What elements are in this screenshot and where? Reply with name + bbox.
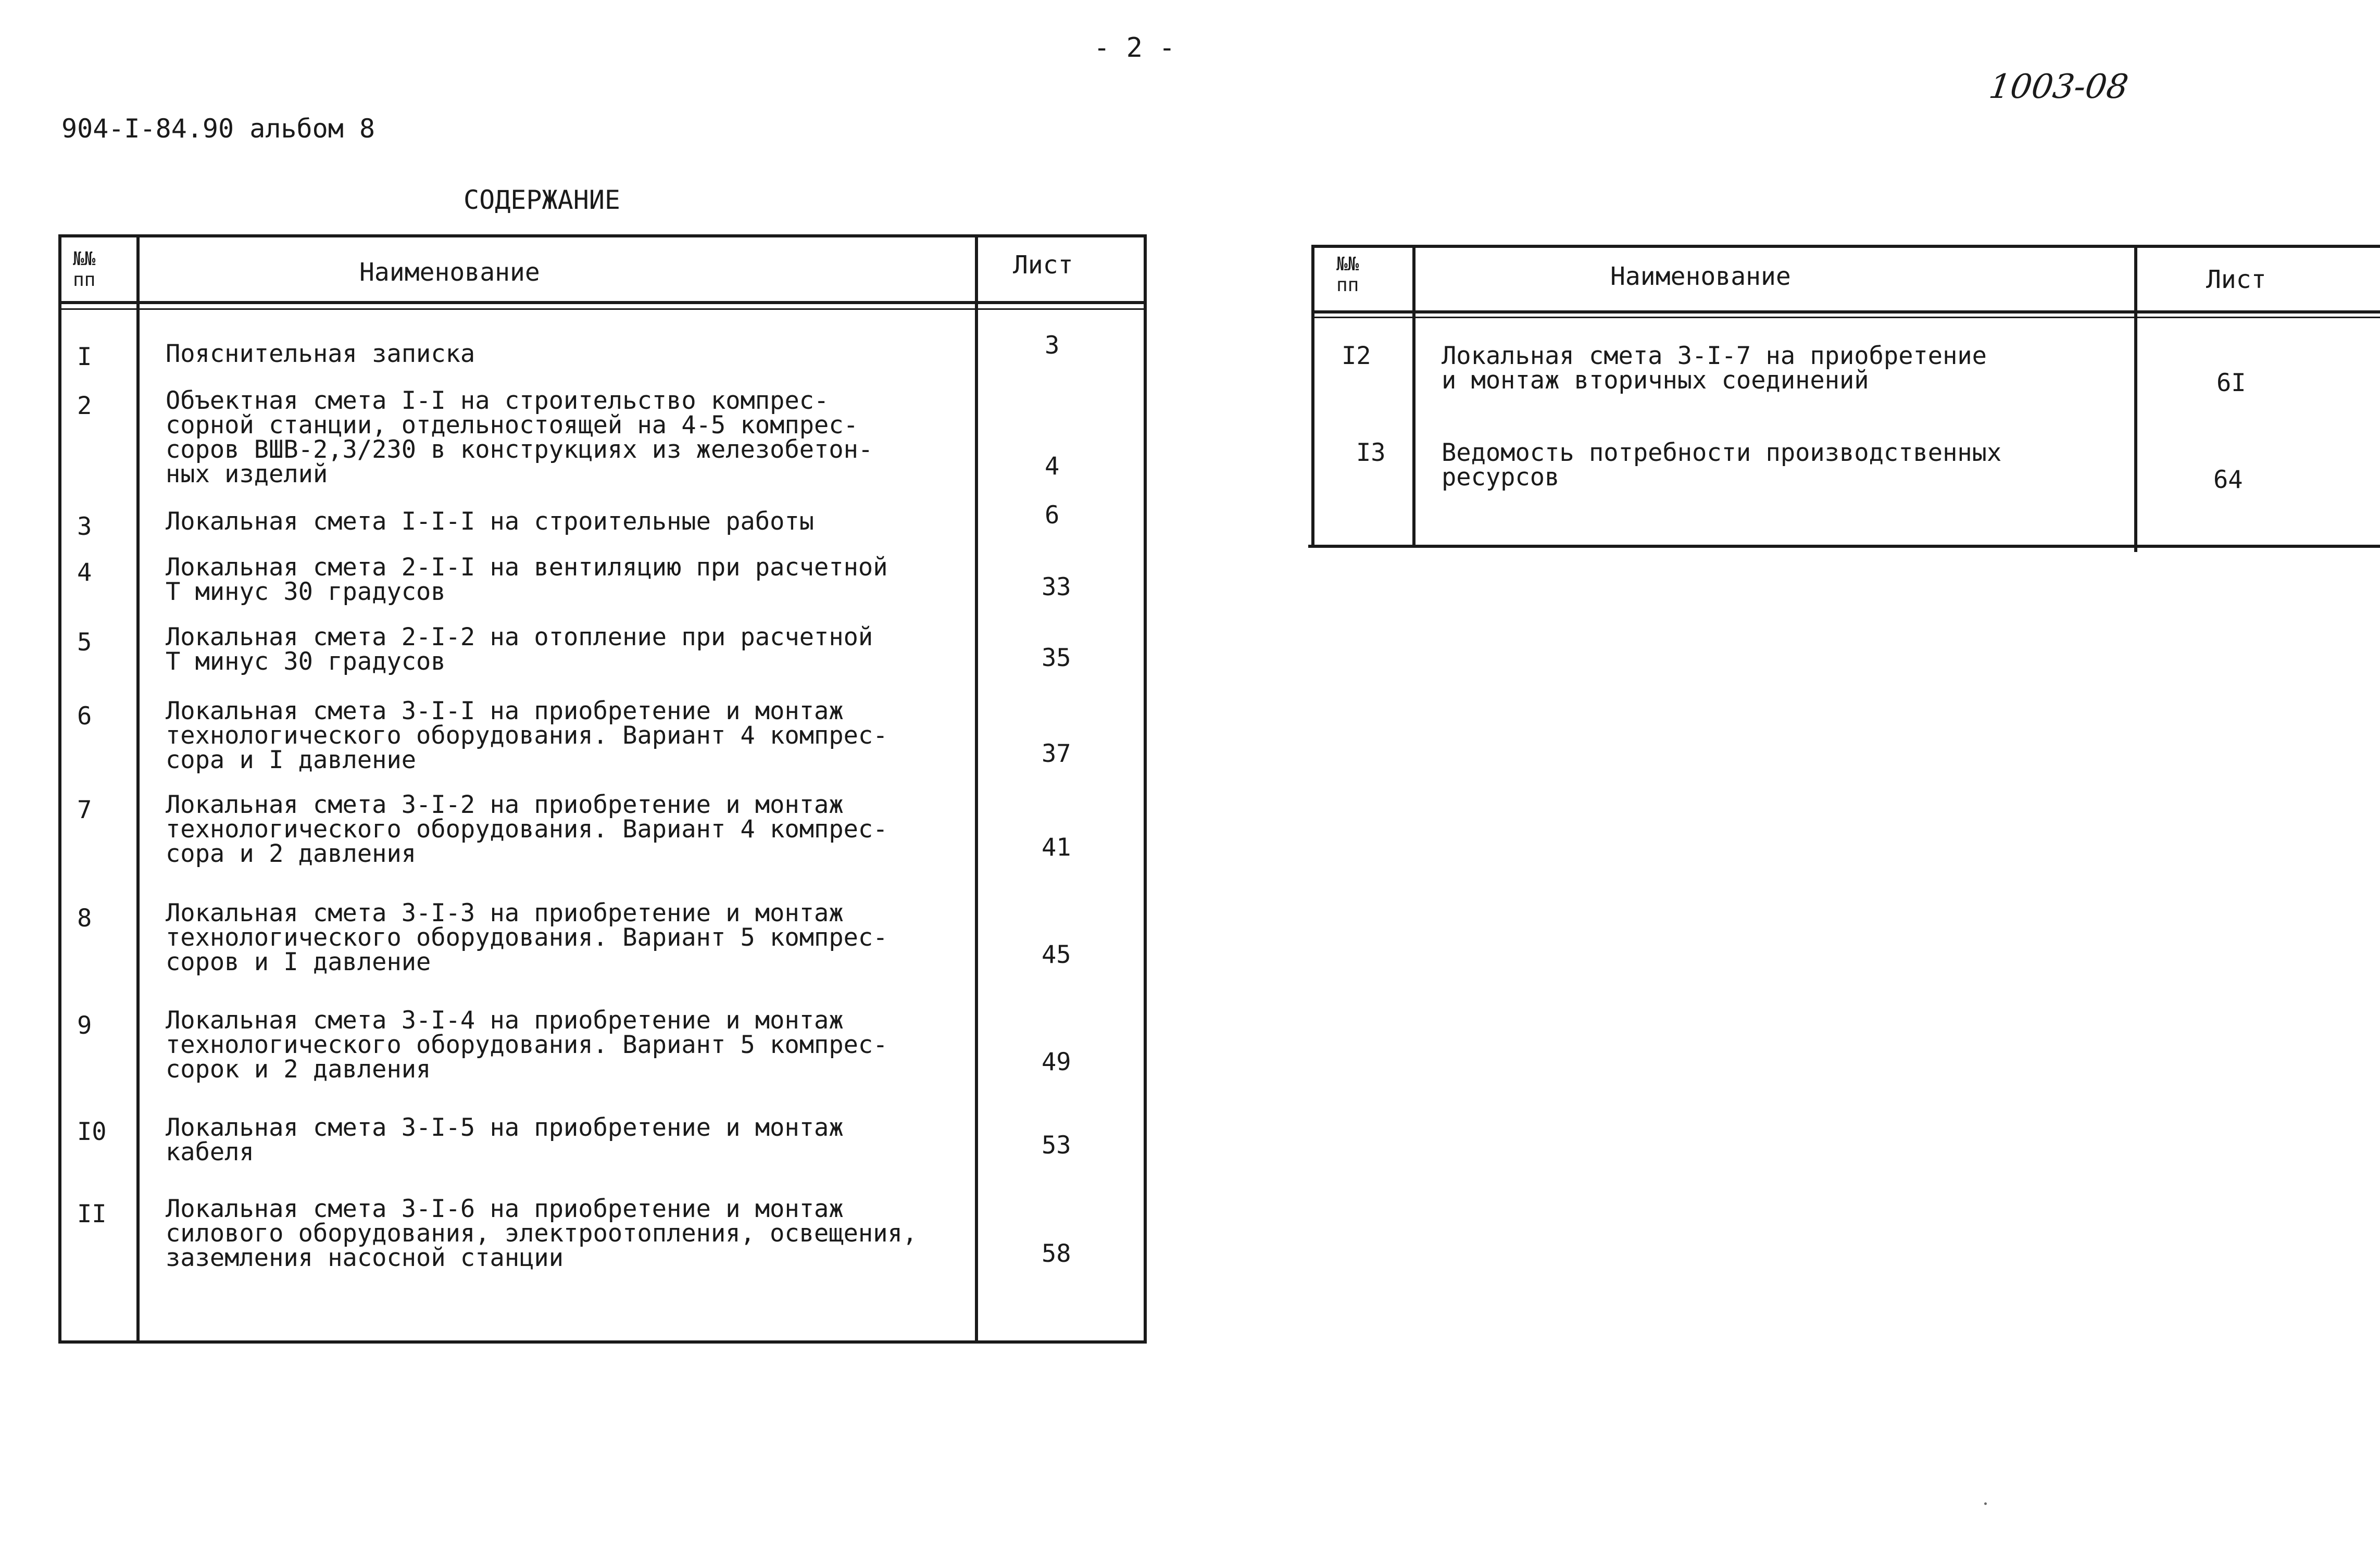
row-sheet: 33 [1042,573,1071,601]
row-name: Ведомость потребности производственных ресурсов [1442,438,2002,492]
row-no: II [77,1200,107,1228]
row-name: Локальная смета 2-I-2 на отопление при расчетной Т минус 30 градусов [166,623,873,676]
row-no: 6 [77,702,92,731]
scan-speck [1984,1502,1987,1505]
row-name: Объектная смета I-I на строительство компрес- сорной станции, отдельностоящей на 4-5 компрес- соров ВШВ-2,3/230 в конструкциях из железобетон- ных изделий [166,386,873,488]
row-no: I3 [1356,438,1386,467]
row-name: Локальная смета 3-I-5 на приобретение и монтаж кабеля [166,1113,844,1166]
row-sheet: 6I [2216,369,2246,397]
page-number: - 2 - [1094,32,1175,64]
row-sheet: 58 [1042,1239,1071,1268]
page-title: СОДЕРЖАНИЕ [464,185,621,215]
row-no: 8 [77,904,92,933]
row-no: I2 [1342,342,1371,370]
row-name: Локальная смета 3-I-I на приобретение и монтаж технологического оборудования. Вариант 4 компрес- сора и I давление [166,697,888,774]
row-sheet: 45 [1042,940,1071,969]
row-sheet: 3 [1045,331,1060,360]
row-sheet: 41 [1042,833,1071,862]
row-no: 4 [77,558,92,587]
row-no: 2 [77,392,92,420]
row-no: I [77,343,92,371]
header-sheet: Лист [2206,265,2266,294]
row-name: Локальная смета 3-I-6 на приобретение и монтаж силового оборудования, электроотопления, освещения, заземления насосной станции [166,1195,918,1272]
handwritten-code: 1003-08 [1986,68,2131,106]
row-sheet: 64 [2213,466,2243,494]
row-name: Локальная смета 3-I-7 на приобретение и монтаж вторичных соединений [1442,342,1987,395]
header-name: Наименование [359,258,540,287]
row-no: I0 [77,1118,107,1146]
row-no: 9 [77,1011,92,1040]
document-code: 904-I-84.90 альбом 8 [61,114,375,144]
row-no: 7 [77,796,92,824]
row-name: Локальная смета 2-I-I на вентиляцию при расчетной Т минус 30 градусов [166,553,888,606]
header-no: №№ пп [1336,254,1359,296]
row-name: Локальная смета 3-I-3 на приобретение и монтаж технологического оборудования. Вариант 5 компрес- соров и I давление [166,899,888,976]
row-name: Пояснительная записка [166,340,475,368]
row-sheet: 35 [1042,644,1071,672]
row-sheet: 6 [1045,501,1060,530]
row-sheet: 53 [1042,1131,1071,1160]
row-sheet: 37 [1042,739,1071,768]
row-no: 3 [77,512,92,541]
row-sheet: 4 [1045,452,1060,481]
row-sheet: 49 [1042,1048,1071,1076]
row-name: Локальная смета 3-I-4 на приобретение и монтаж технологического оборудования. Вариант 5 компрес- сорок и 2 давления [166,1006,888,1084]
row-name: Локальная смета 3-I-2 на приобретение и монтаж технологического оборудования. Вариант 4 компрес- сора и 2 давления [166,791,888,868]
row-name: Локальная смета I-I-I на строительные работы [166,507,815,536]
row-no: 5 [77,628,92,657]
header-sheet: Лист [1013,250,1073,280]
header-no: №№ пп [73,248,96,291]
header-name: Наименование [1610,262,1791,291]
